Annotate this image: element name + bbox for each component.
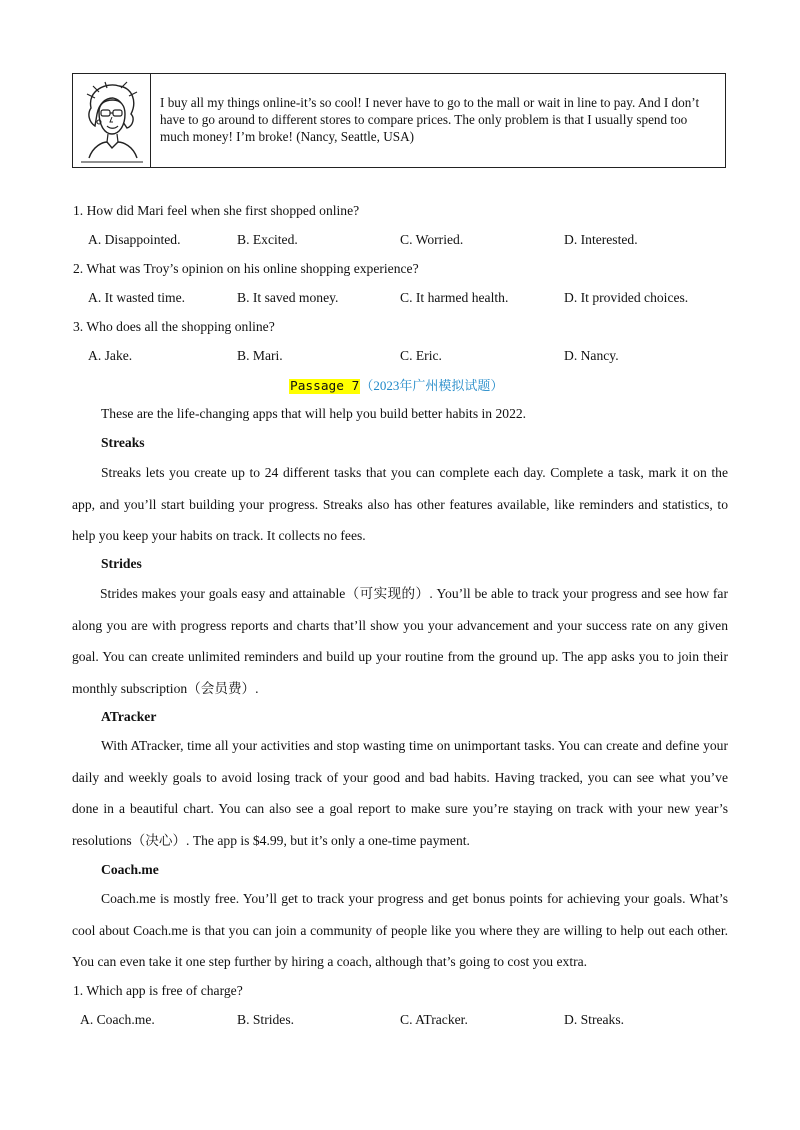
question-1-option-d: D. Interested. — [564, 232, 638, 247]
passage7-question-1-option-c: C. ATracker. — [400, 1012, 468, 1027]
cartoon-woman-icon — [77, 78, 147, 164]
question-3-option-a: A. Jake. — [88, 348, 133, 363]
passage-header — [289, 375, 503, 394]
question-3-option-d: D. Nancy. — [564, 348, 619, 363]
passage7-question-1-stem: 1. Which app is free of charge? — [73, 983, 243, 998]
section-text-coachme: Coach.me is mostly free. You’ll get to track your progress and get bonus points for achieving your goals. What’s cool about Coach.me is that you can join a community of people like you where they are willing to help out each other. You can even take it one step further by hiring a coach, although that’s going to cost you extra. — [72, 891, 728, 969]
testimonial-quote: I buy all my things online-it’s so cool! I never have to go to the mall or wait in line to pay. And I don’t have to go around to different stores to compare prices. The only problem is that I usually spend too much money! I’m broke! (Nancy, Seattle, USA) — [160, 95, 700, 144]
section-heading-streaks: Streaks — [101, 435, 145, 450]
question-2-option-c: C. It harmed health. — [400, 290, 509, 305]
passage7-question-1-option-a: A. Coach.me. — [80, 1012, 155, 1027]
section-heading-atracker: ATracker — [101, 709, 157, 724]
question-2-option-d: D. It provided choices. — [564, 290, 689, 305]
question-2-stem: 2. What was Troy’s opinion on his online shopping experience? — [73, 261, 419, 276]
section-text-strides: Strides makes your goals easy and attainable（可实现的）. You’ll be able to track your progress and see how far along you are with progress reports and charts that’ll show you your advancement and your success rate on any given goal. You can create unlimited reminders and build up your routine from the ground up. The app asks you to join their monthly subscription（会员费）. — [72, 586, 728, 696]
question-3-stem: 3. Who does all the shopping online? — [73, 319, 275, 334]
section-text-atracker: With ATracker, time all your activities and stop wasting time on unimportant tasks. You can create and define your daily and weekly goals to avoid losing track of your good and bad habits. Having tracked, you can see what you’ve done in a beautiful chart. You can also see a goal report to make sure you’re staying on track with your new year’s resolutions（决心）. The app is $4.99, but it’s only a one-time payment. — [72, 738, 728, 848]
passage-label: Passage 7 — [290, 379, 360, 394]
passage7-question-1-option-b: B. Strides. — [237, 1012, 295, 1027]
passage-source: （2023年广州模拟试题） — [360, 378, 504, 393]
section-text-streaks: Streaks lets you create up to 24 different tasks that you can complete each day. Complete a task, mark it on the app, and you’ll start building your progress. Streaks also has other features available, like reminders and statistics, to help you keep your habits on track. It collects no fees. — [72, 465, 728, 543]
avatar-cell — [73, 74, 151, 167]
question-2-option-a: A. It wasted time. — [88, 290, 186, 305]
section-heading-strides: Strides — [101, 556, 142, 571]
question-3-option-c: C. Eric. — [400, 348, 442, 363]
question-1-stem: 1. How did Mari feel when she first shopped online? — [73, 203, 360, 218]
question-3-option-b: B. Mari. — [237, 348, 283, 363]
question-2-option-b: B. It saved money. — [237, 290, 339, 305]
passage-intro: These are the life-changing apps that will help you build better habits in 2022. — [101, 406, 527, 421]
testimonial-box — [72, 73, 726, 168]
question-1-option-c: C. Worried. — [400, 232, 464, 247]
passage7-question-1-option-d: D. Streaks. — [564, 1012, 625, 1027]
section-heading-coachme: Coach.me — [101, 862, 159, 877]
question-1-option-b: B. Excited. — [237, 232, 298, 247]
question-1-option-a: A. Disappointed. — [88, 232, 181, 247]
